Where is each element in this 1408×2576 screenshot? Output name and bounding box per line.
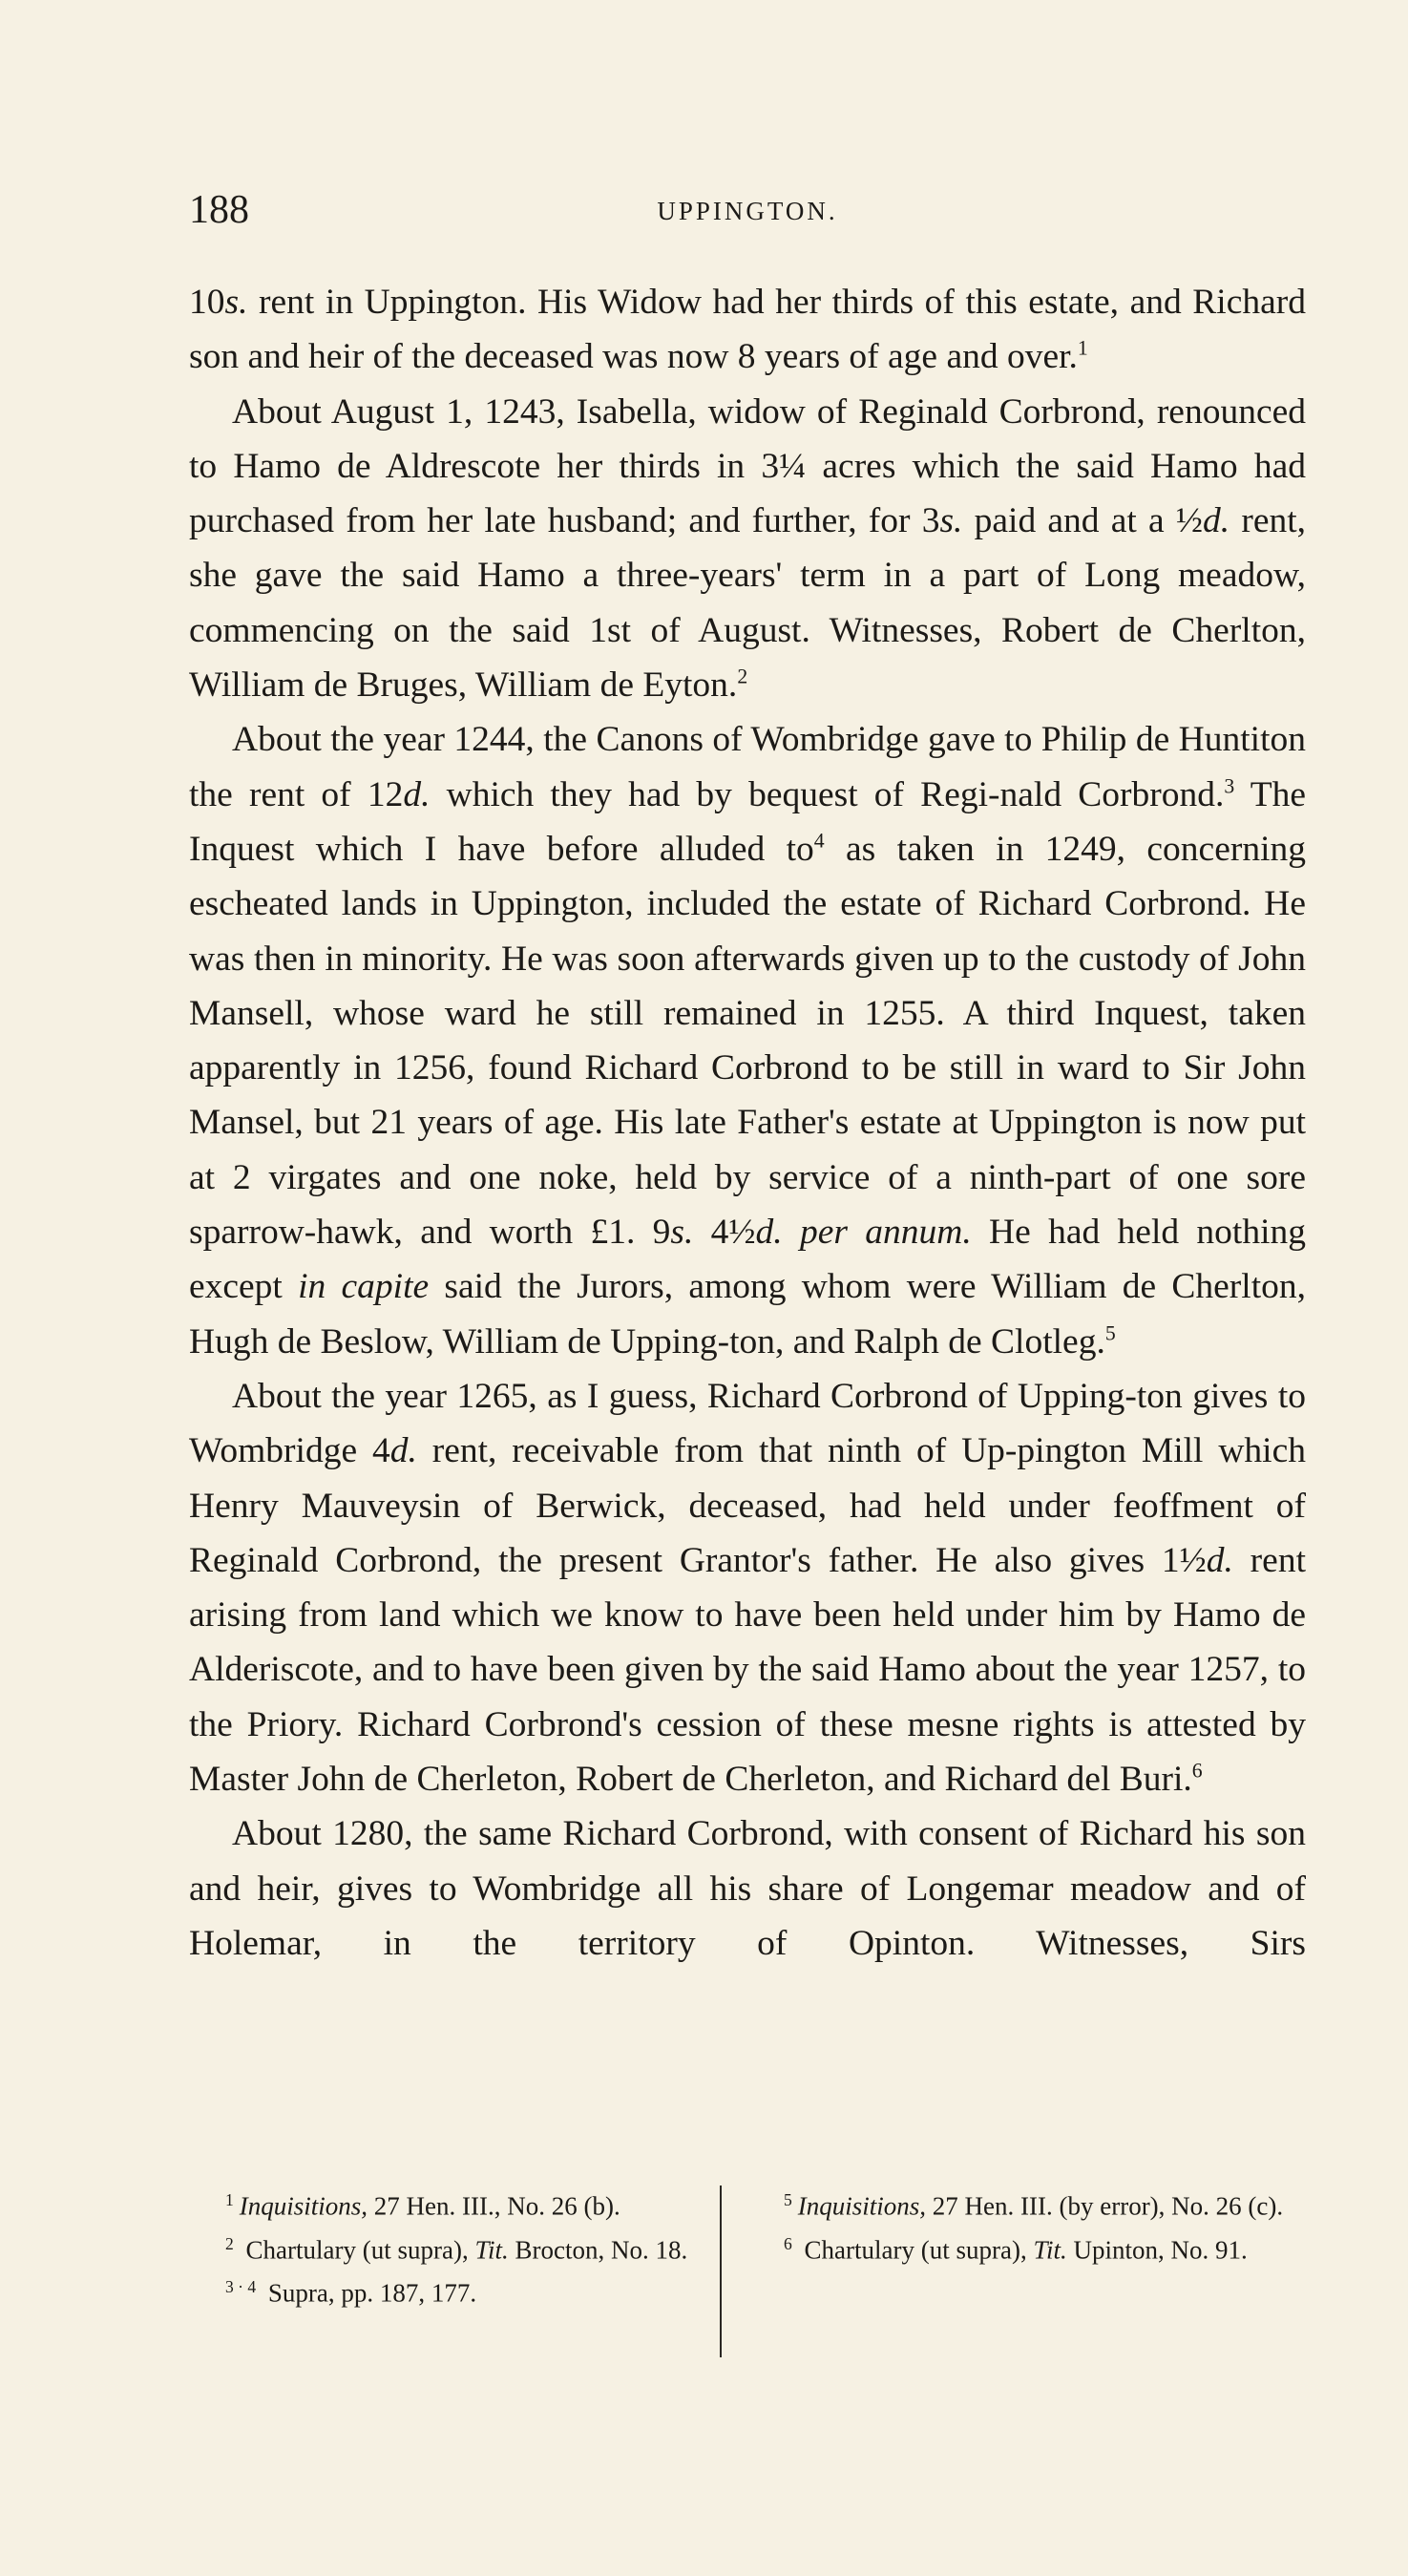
text-run: Upinton, No. 91.: [1066, 2235, 1248, 2265]
text-run: Supra, pp. 187, 177.: [262, 2278, 477, 2308]
text-run: s.: [670, 1213, 694, 1253]
text-run: Tit.: [474, 2235, 509, 2265]
footnotes: [189, 2182, 1306, 2363]
text-run: The Inquest which I have before alluded to: [189, 774, 1306, 869]
text-run: About 1280, the same Richard Corbrond, with consent of Richard his son and heir, gives to Wombridge all his share of Longemar meadow and of Holemar, in the territory of Opinton. Witnesses, Sirs: [189, 1814, 1306, 1963]
footnotes-right-column: [747, 2182, 1306, 2269]
text-run: said the Jurors, among whom were William de Cherlton, Hugh de Beslow, William de Upping-ton, and Ralph de Clotleg.: [189, 1267, 1306, 1362]
fraction: ¼: [779, 446, 807, 486]
text-run: 27 Hen. III. (by error), No. 26 (c).: [926, 2191, 1284, 2221]
text-run: d.: [1203, 501, 1230, 541]
fraction: ½: [1179, 1540, 1207, 1580]
text-run: as taken in 1249, concerning escheated lands in Uppington, included the estate of Richard Corbrond. He was then in minority. He was soon afterwards given up to the custody of John Mansell, whose ward he still remained in 1255. A third Inquest, taken apparently in 1256, found Richard Corbrond to be still in ward to Sir John Mansel, but 21 years of age. His late Father's estate at Uppington is now put at 2 virgates and one noke, held by service of a ninth-part of one sore sparrow-hawk, and worth £1. 9: [189, 829, 1307, 1253]
text-run: d. per annum.: [755, 1213, 972, 1253]
footnote-ref: 1: [1077, 336, 1088, 360]
footnote-1: [189, 2182, 695, 2226]
text-run: s.: [224, 283, 248, 322]
page-header: [189, 187, 1306, 235]
text-run: in capite: [298, 1267, 430, 1307]
text-run: d.: [389, 1431, 417, 1471]
text-run: About the year 1244, the Canons of Wombridge gave to Philip de Huntiton the rent of 12: [189, 720, 1306, 814]
text-run: rent in Uppington. His Widow had her thirds of this estate, and Richard son and heir of the deceased was now 8 years of age and over.: [189, 283, 1306, 377]
footnote-number: 2: [225, 2233, 234, 2253]
footnote-number: 1: [225, 2190, 234, 2209]
paragraph-4: [189, 1369, 1306, 1806]
footnote-6: [747, 2226, 1306, 2270]
footnote-ref: 2: [737, 665, 748, 688]
text-run: acres which the said Hamo had purchased from her late husband; and further, for 3: [189, 446, 1306, 541]
running-title: UPPINGTON.: [657, 197, 838, 225]
footnotes-left-column: [189, 2182, 695, 2312]
footnote-ref: 5: [1104, 1321, 1116, 1345]
text-run: 27 Hen. III., No. 26 (b).: [368, 2191, 620, 2221]
text-run: Tit.: [1033, 2235, 1067, 2265]
text-run: rent, she gave the said Hamo a three-years' term in a part of Long meadow, commencing on the said 1st of August. Witnesses, Robert de Cherlton, William de Bruges, William de Eyton.: [189, 501, 1307, 706]
footnote-number: 5: [784, 2190, 792, 2209]
text-run: Inquisitions,: [239, 2191, 368, 2221]
text-run: 4: [693, 1213, 729, 1253]
text-run: About the year 1265, as I guess, Richard Corbrond of Upping-ton gives to Wombridge 4: [189, 1376, 1306, 1471]
fraction: ½: [1175, 501, 1203, 541]
text-run: Inquisitions,: [797, 2191, 927, 2221]
footnote-ref: 3: [1224, 774, 1235, 798]
footnote-3-4: [189, 2269, 695, 2312]
footnote-ref: 6: [1191, 1759, 1203, 1783]
text-run: rent, receivable from that ninth of Up-pington Mill which Henry Mauveysin of Berwick, deceased, had held under feoffment of Reginald Corbrond, the present Grantor's father. He also gives 1: [189, 1431, 1306, 1580]
paragraph-2: [189, 385, 1306, 713]
text-run: which they had by bequest of Regi-nald Corbrond.: [430, 774, 1225, 814]
footnote-number: 6: [784, 2233, 792, 2253]
page-number: 188: [189, 188, 249, 232]
text-run: About August 1, 1243, Isabella, widow of Reginald Corbrond, renounced to Hamo de Aldrescote her thirds in 3: [189, 391, 1306, 486]
text-run: Chartulary (ut supra),: [239, 2235, 475, 2265]
text-run: 10: [189, 283, 225, 322]
footnote-5: [747, 2182, 1306, 2226]
fraction: ½: [728, 1213, 756, 1253]
text-run: paid and at a: [962, 501, 1176, 541]
footnote-ref: 4: [813, 829, 825, 853]
text-run: Chartulary (ut supra),: [797, 2235, 1034, 2265]
text-run: d.: [403, 774, 431, 814]
text-run: He had held nothing except: [189, 1213, 1307, 1307]
footnote-number: 3 · 4: [225, 2277, 257, 2297]
text-run: Brocton, No. 18.: [508, 2235, 688, 2265]
footnote-divider: [720, 2185, 722, 2357]
paragraph-1: [189, 275, 1306, 385]
paragraph-3: [189, 712, 1306, 1369]
text-run: d.: [1206, 1540, 1233, 1580]
text-run: s.: [939, 501, 963, 541]
paragraph-5: [189, 1806, 1306, 1971]
text-run: rent arising from land which we know to have been held under him by Hamo de Alderiscote, and to have been given by the said Hamo about the year 1257, to the Priory. Richard Corbrond's cession of these mesne rights is attested by Master John de Cherleton, Robert de Cherleton, and Richard del Buri.: [189, 1540, 1306, 1800]
footnote-2: [189, 2226, 695, 2270]
main-text: [189, 275, 1306, 1971]
